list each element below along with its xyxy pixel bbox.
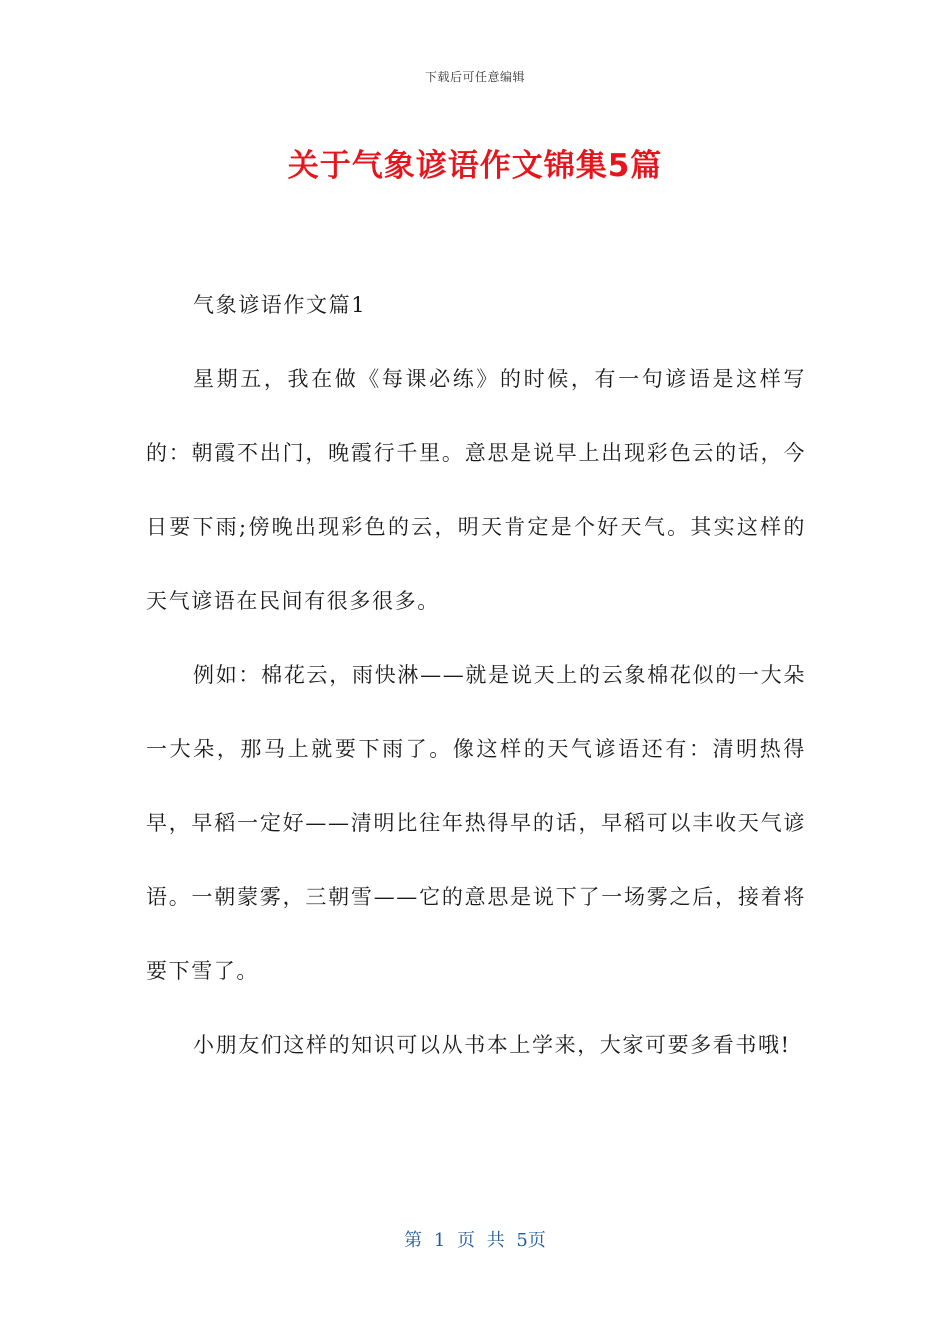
- paragraph-2: 例如：棉花云，雨快淋——就是说天上的云象棉花似的一大朵一大朵，那马上就要下雨了。像这样的天气谚语还有：清明热得早，早稻一定好——清明比往年热得早的话，早稻可以丰收天气谚语。一朝蒙雾，三朝雪——它的意思是说下了一场雾之后，接着将要下雪了。: [146, 663, 806, 983]
- section-heading: 气象谚语作文篇1: [193, 293, 367, 317]
- paragraph-1: 星期五，我在做《每课必练》的时候，有一句谚语是这样写的：朝霞不出门，晚霞行千里。意思是说早上出现彩色云的话，今日要下雨;傍晚出现彩色的云，明天肯定是个好天气。其实这样的天气谚语在民间有很多很多。: [146, 367, 806, 613]
- document-title: 关于气象谚语作文锦集5篇: [287, 148, 663, 184]
- paragraph-3: 小朋友们这样的知识可以从书本上学来，大家可要多看书哦!: [193, 1033, 791, 1057]
- document-body: [146, 268, 806, 1082]
- header-note: 下载后可任意编辑: [424, 70, 525, 84]
- page-number: 第 1 页 共 5页: [404, 1230, 546, 1251]
